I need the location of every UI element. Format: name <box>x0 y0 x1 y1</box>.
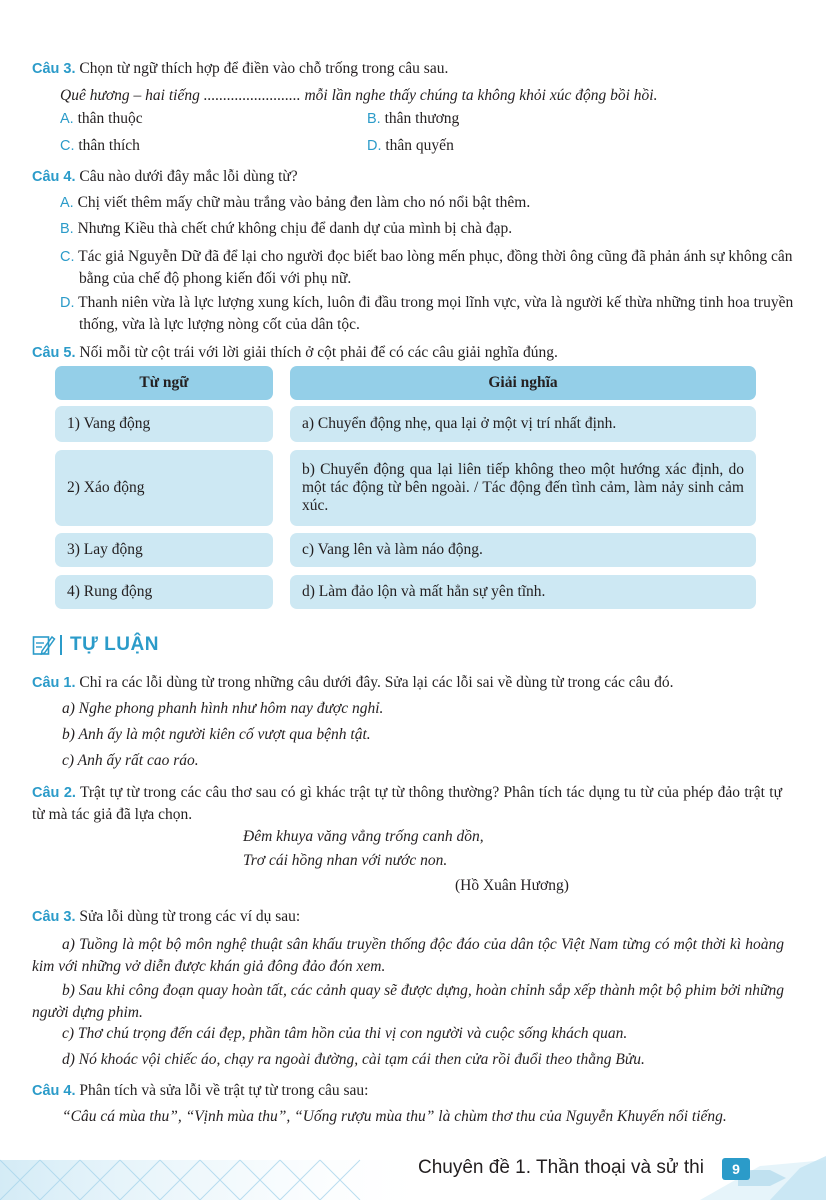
match-right-a[interactable]: a) Chuyển động nhẹ, qua lại ở một vị trí nhất định. <box>290 406 756 442</box>
question-5 <box>32 344 558 362</box>
question-text: Phân tích và sửa lỗi về trật tự từ trong câu sau: <box>79 1082 369 1099</box>
match-left-1[interactable]: 1) Vang động <box>55 406 273 442</box>
match-right-d[interactable]: d) Làm đảo lộn và mất hẳn sự yên tĩnh. <box>290 575 756 609</box>
question-text: Trật tự từ trong các câu thơ sau có gì khác trật tự từ thông thường? Phân tích tác dụng tu từ của phép đảo trật tự từ mà tác giả đã lựa chọn. <box>32 784 782 823</box>
question-text: Chỉ ra các lỗi dùng từ trong những câu dưới đây. Sửa lại các lỗi sai về dùng từ trong các câu đó. <box>79 674 674 691</box>
page-number: 9 <box>722 1158 750 1180</box>
question-4 <box>32 168 298 186</box>
essay-item: b) Sau khi công đoạn quay hoàn tất, các cảnh quay sẽ được dựng, hoàn chỉnh sắp xếp thành một bộ phim bởi những người dựng phim. <box>32 982 784 1021</box>
option-d[interactable] <box>60 292 819 335</box>
essay-sentence: “Câu cá mùa thu”, “Vịnh mùa thu”, “Uống rượu mùa thu” là chùm thơ thu của Nguyễn Khuyến nổi tiếng. <box>62 1108 727 1125</box>
essay-question-4 <box>32 1082 368 1100</box>
option-letter: D. <box>367 138 382 154</box>
section-title: TỰ LUẬN <box>70 634 159 655</box>
option-a[interactable] <box>60 110 143 128</box>
question-text: Sửa lỗi dùng từ trong các ví dụ sau: <box>79 908 301 925</box>
essay-item: a) Nghe phong phanh hình như hôm nay được nghỉ. <box>62 700 384 717</box>
fill-sentence: Quê hương – hai tiếng ......................... mỗi lần nghe thấy chúng ta không khỏi xúc động bồi hồi. <box>60 87 658 104</box>
option-text: Thanh niên vừa là lực lượng xung kích, luôn đi đầu trong mọi lĩnh vực, vừa là người kế thừa những tinh hoa truyền thống, vừa là lực lượng nòng cốt của dân tộc. <box>78 294 794 333</box>
option-text: thân thuộc <box>77 110 143 127</box>
match-right-b[interactable]: b) Chuyển động qua lại liên tiếp không theo một hướng xác định, do một tác động từ bên ngoài. / Tác động đến tình cảm, làm nảy sinh cảm xúc. <box>290 450 756 526</box>
option-text: Nhưng Kiều thà chết chứ không chịu để danh dự của mình bị chà đạp. <box>77 220 513 237</box>
question-label: Câu 4. <box>32 169 76 185</box>
question-label: Câu 3. <box>32 909 76 925</box>
match-right-c[interactable]: c) Vang lên và làm náo động. <box>290 533 756 567</box>
header-left: Từ ngữ <box>55 366 273 400</box>
option-d[interactable] <box>367 137 454 155</box>
question-text: Nối mỗi từ cột trái với lời giải thích ở cột phải để có các câu giải nghĩa đúng. <box>79 344 558 361</box>
question-label: Câu 3. <box>32 61 76 77</box>
poem-author: (Hồ Xuân Hương) <box>455 877 569 894</box>
option-letter: A. <box>60 111 74 127</box>
option-letter: B. <box>60 221 74 237</box>
poem-line-1: Đêm khuya văng vẳng trống canh dồn, <box>243 828 484 845</box>
option-text: thân thương <box>384 110 460 127</box>
option-text: Chị viết thêm mấy chữ màu trắng vào bảng đen làm cho nó nổi bật thêm. <box>77 194 531 211</box>
match-left-2[interactable]: 2) Xáo động <box>55 450 273 526</box>
section-divider <box>60 635 62 655</box>
essay-item: c) Anh ấy rất cao ráo. <box>62 752 199 769</box>
option-text: Tác giả Nguyễn Dữ đã để lại cho người đọc biết bao lòng mến phục, đồng thời ông cũng đã phản ánh sự không cân bằng của chế độ phong kiến đối với phụ nữ. <box>78 248 793 287</box>
option-letter: C. <box>60 138 75 154</box>
option-letter: D. <box>60 295 75 311</box>
option-a[interactable] <box>60 194 530 212</box>
option-b[interactable] <box>367 110 459 128</box>
footer-chapter-title: Chuyên đề 1. Thần thoại và sử thi <box>418 1157 704 1178</box>
option-text: thân thích <box>78 137 140 154</box>
option-letter: A. <box>60 195 74 211</box>
question-3 <box>32 60 448 78</box>
essay-item: a) Tuồng là một bộ môn nghệ thuật sân khấu truyền thống độc đáo của dân tộc Việt Nam từng có một thời kì hoàng kim với những vở diễn được khán giả đông đảo đón xem. <box>32 936 784 975</box>
header-right: Giải nghĩa <box>290 366 756 400</box>
essay-item: c) Thơ chú trọng đến cái đẹp, phần tâm hồn của thi vị con người và cuộc sống khách quan. <box>62 1025 628 1042</box>
option-c[interactable] <box>60 246 819 289</box>
question-text: Câu nào dưới đây mắc lỗi dùng từ? <box>79 168 298 185</box>
question-label: Câu 5. <box>32 345 76 361</box>
pencil-paper-icon <box>32 634 56 656</box>
option-b[interactable] <box>60 220 512 238</box>
essay-item: d) Nó khoác vội chiếc áo, chạy ra ngoài đường, cài tạm cái then cửa rồi đuổi theo thằng Bửu. <box>62 1051 645 1068</box>
question-label: Câu 4. <box>32 1083 76 1099</box>
poem-line-2: Trơ cái hồng nhan với nước non. <box>243 852 448 869</box>
essay-item: b) Anh ấy là một người kiên cố vượt qua bệnh tật. <box>62 726 371 743</box>
match-left-3[interactable]: 3) Lay động <box>55 533 273 567</box>
essay-question-2 <box>32 782 782 826</box>
essay-question-1 <box>32 674 674 692</box>
match-left-4[interactable]: 4) Rung động <box>55 575 273 609</box>
question-text: Chọn từ ngữ thích hợp để điền vào chỗ trống trong câu sau. <box>79 60 449 77</box>
option-letter: C. <box>60 249 75 265</box>
option-c[interactable] <box>60 137 140 155</box>
option-letter: B. <box>367 111 381 127</box>
essay-section-header <box>32 634 159 656</box>
option-text: thân quyến <box>385 137 454 154</box>
question-label: Câu 1. <box>32 675 76 691</box>
question-label: Câu 2. <box>32 785 76 801</box>
essay-question-3 <box>32 908 300 926</box>
